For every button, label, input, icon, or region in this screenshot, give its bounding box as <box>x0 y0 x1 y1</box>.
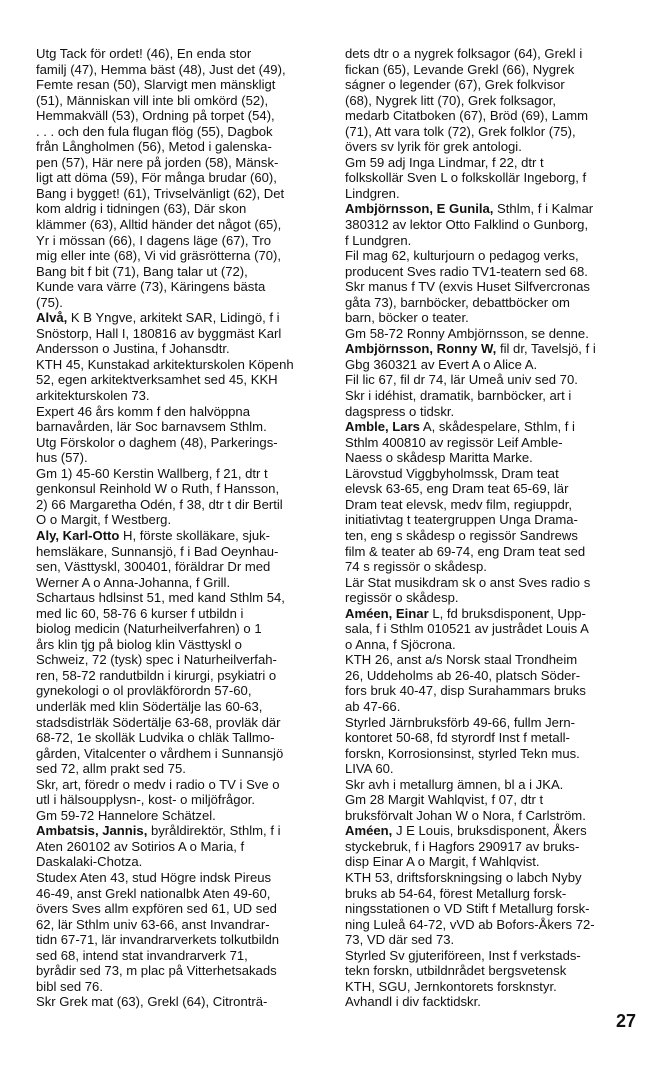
text-line <box>36 248 326 264</box>
entry-text: film & teater ab 69-74, eng Dram teat sed <box>345 543 586 559</box>
text-line <box>36 606 326 622</box>
entry-text: tekn forskn, utbildnrådet bergsvetensk <box>345 963 567 979</box>
entry-text: Schweiz, 72 (tysk) spec i Naturheilverfah- <box>36 652 277 668</box>
entry-text: A, skådespelare, Sthlm, f i <box>419 419 575 435</box>
text-line <box>36 201 326 217</box>
text-line <box>36 217 326 233</box>
entry-text: K B Yngve, arkitekt SAR, Lidingö, f i <box>67 310 280 326</box>
entry-text: 62, lär Sthlm univ 63-66, anst Invandrar- <box>36 916 270 932</box>
entry-text: underläk med klin Södertälje las 60-63, <box>36 698 263 714</box>
text-line <box>36 668 326 684</box>
entry-text: 26, Uddeholms ab 26-40, platsch Söder- <box>345 667 581 683</box>
text-line <box>345 170 637 186</box>
entry-text: arkitekturskolen 73. <box>36 388 150 404</box>
text-line <box>345 450 637 466</box>
page-number: 27 <box>616 1011 637 1031</box>
text-line <box>345 435 637 451</box>
entry-text: hemsläkare, Sunnansjö, f i Bad Oeynhau- <box>36 543 279 559</box>
text-line <box>345 77 637 93</box>
entry-text: Andersson o Justina, f Johansdtr. <box>36 341 230 357</box>
entry-text: Gbg 360321 av Evert A o Alice A. <box>345 356 538 372</box>
text-line <box>36 652 326 668</box>
text-line <box>345 233 637 249</box>
entry-text: (75). <box>36 294 63 310</box>
entry-text: forskn, Korrosionsinst, styrled Tekn mus. <box>345 745 580 761</box>
entry-text: stadsdistrläk Södertälje 63-68, provläk där <box>36 714 281 730</box>
text-line <box>345 854 637 870</box>
text-line <box>345 201 637 217</box>
text-line <box>345 108 637 124</box>
text-line <box>36 637 326 653</box>
entry-text: Femte resan (50), Slarvigt men mänskligt <box>36 77 276 93</box>
text-line <box>345 777 637 793</box>
text-line <box>36 124 326 140</box>
entry-text: initiativtag t teatergruppen Unga Drama- <box>345 512 578 528</box>
text-line <box>345 388 637 404</box>
entry-text: Skr, art, föredr o medv i radio o TV i Sve o <box>36 776 280 792</box>
entry-name: Amble, Lars <box>345 419 420 435</box>
entry-text: Gm 28 Margit Wahlqvist, f 07, dtr t <box>345 792 544 808</box>
entry-text: biolog medicin (Naturheilverfahren) o 1 <box>36 621 262 637</box>
text-line <box>36 388 326 404</box>
text-line <box>345 404 637 420</box>
text-line <box>36 870 326 886</box>
entry-text: (68), Nygrek litt (70), Grek folksagor, <box>345 92 557 108</box>
entry-text: Gm 58-72 Ronny Ambjörnsson, se denne. <box>345 325 589 341</box>
entry-text: bruksförvalt Johan W o Nora, f Carlström. <box>345 807 586 823</box>
entry-name: Améen, <box>345 823 393 839</box>
text-line <box>36 823 326 839</box>
entry-text: fil dr, Tavelsjö, f i <box>496 341 596 357</box>
text-line <box>345 668 637 684</box>
entry-text: gården, Vitalcenter o vårdhem i Sunnansjö <box>36 745 284 761</box>
entry-text: Bang i bygget! (61), Trivselvänligt (62), Det <box>36 185 285 201</box>
entry-text: . . . och den fula flugan flög (55), Dagbok <box>36 123 273 139</box>
text-line <box>36 932 326 948</box>
text-line <box>36 357 326 373</box>
entry-text: tidn 67-71, lär invandrarverkets tolkutbildn <box>36 932 280 948</box>
entry-text: Werner A o Anna-Johanna, f Grill. <box>36 574 231 590</box>
text-line <box>345 528 637 544</box>
entry-name: Alvå, <box>36 310 68 326</box>
entry-text: J E Louis, bruksdisponent, Åkers <box>392 823 587 839</box>
text-line <box>345 559 637 575</box>
entry-name: Ambjörnsson, E Gunila, <box>345 201 494 217</box>
text-line <box>36 730 326 746</box>
text-line <box>36 792 326 808</box>
text-line <box>36 419 326 435</box>
entry-text: med lic 60, 58-76 6 kurser f utbildn i <box>36 605 244 621</box>
text-line <box>345 310 637 326</box>
entry-text: Lär Stat musikdram sk o anst Sves radio s <box>345 574 591 590</box>
text-line <box>36 621 326 637</box>
entry-text: dets dtr o a nygrek folksagor (64), Grekl i <box>345 46 583 61</box>
text-line <box>36 575 326 591</box>
text-line <box>36 170 326 186</box>
text-line <box>345 62 637 78</box>
entry-text: Snöstorp, Hall I, 180816 av byggmäst Karl <box>36 325 282 341</box>
entry-text: 2) 66 Margaretha Odén, f 38, dtr t dir Bertil <box>36 496 283 512</box>
text-line <box>36 994 326 1010</box>
entry-text: ten, eng s skådesp o regissör Sandrews <box>345 527 578 543</box>
text-line <box>36 777 326 793</box>
entry-text: sala, f i Sthlm 010521 av justrådet Louis A <box>345 621 589 637</box>
entry-name: Aly, Karl-Otto <box>36 527 120 543</box>
entry-text: ning Luleå 64-72, vVD ab Bofors-Åkers 72- <box>345 916 595 932</box>
entry-name: Ambjörnsson, Ronny W, <box>345 341 497 357</box>
text-line <box>345 248 637 264</box>
entry-text: Skr i idéhist, dramatik, barnböcker, art i <box>345 388 572 404</box>
right-column <box>345 46 637 1010</box>
entry-text: Skr avh i metallurg ämnen, bl a i JKA. <box>345 776 564 792</box>
text-line <box>36 948 326 964</box>
entry-text: Lindgren. <box>345 185 400 201</box>
entry-text: mig eller inte (68), Vi vid gräsrötterna (70), <box>36 248 282 264</box>
text-line <box>36 917 326 933</box>
text-line <box>345 279 637 295</box>
text-line <box>36 963 326 979</box>
text-line <box>345 372 637 388</box>
entry-text: dagspress o tidskr. <box>345 403 455 419</box>
entry-text: Yr i mössan (66), I dagens läge (67), Tro <box>36 232 272 248</box>
entry-text: producent Sves radio TV1-teatern sed 68. <box>345 263 588 279</box>
entry-text: ren, 58-72 randutbildn i kirurgi, psykiatri o <box>36 667 277 683</box>
text-line <box>36 233 326 249</box>
entry-text: KTH 53, driftsforskningsing o labch Nyby <box>345 869 582 885</box>
entry-text: från Långholmen (56), Metod i galenska- <box>36 139 272 155</box>
text-line <box>36 839 326 855</box>
text-line <box>36 295 326 311</box>
text-line <box>345 746 637 762</box>
text-line <box>36 108 326 124</box>
entry-text: Fil lic 67, fil dr 74, lär Umeå univ sed 70. <box>345 372 578 388</box>
entry-text: hus (57). <box>36 450 88 466</box>
entry-text: Dram teat elevsk, medv film, regiuppdr, <box>345 496 573 512</box>
entry-text: 68-72, 1e skolläk Ludvika o chläk Tallmo- <box>36 730 275 746</box>
entry-text: familj (47), Hemma bäst (48), Just det (49), <box>36 61 286 77</box>
entry-text: Bang bit f bit (71), Bang talar ut (72), <box>36 263 248 279</box>
entry-text: Skr manus f TV (exvis Huset Silfvercronas <box>345 279 590 295</box>
text-line <box>36 186 326 202</box>
text-line <box>36 326 326 342</box>
text-line <box>345 357 637 373</box>
entry-text: Gm 59-72 Hannelore Schätzel. <box>36 807 216 823</box>
entry-text: KTH, SGU, Jernkontorets forsknstyr. <box>345 978 557 994</box>
text-line <box>36 481 326 497</box>
entry-text: kom aldrig i tidningen (63), Där skon <box>36 201 247 217</box>
text-line <box>36 450 326 466</box>
entry-text: Utg Förskolor o daghem (48), Parkerings- <box>36 434 278 450</box>
entry-text: ságner o legender (67), Grek folkvisor <box>345 77 565 93</box>
entry-text: Naess o skådesp Maritta Marke. <box>345 450 533 466</box>
entry-text: L, fd bruksdisponent, Upp- <box>428 605 586 621</box>
text-line <box>36 979 326 995</box>
text-line <box>36 77 326 93</box>
entry-text: KTH 26, anst a/s Norsk staal Trondheim <box>345 652 578 668</box>
text-line <box>36 310 326 326</box>
text-line <box>345 963 637 979</box>
entry-text: övers Sves allm expfören sed 61, UD sed <box>36 901 277 917</box>
text-line <box>36 528 326 544</box>
entry-text: Lärovstud Viggbyholmssk, Dram teat <box>345 465 559 481</box>
entry-text: fickan (65), Levande Grekl (66), Nygrek <box>345 61 575 77</box>
text-line <box>345 419 637 435</box>
entry-text: barnavården, lär Soc barnavsem Sthlm. <box>36 419 267 435</box>
text-line <box>36 139 326 155</box>
text-line <box>36 761 326 777</box>
text-line <box>345 948 637 964</box>
text-line <box>345 761 637 777</box>
text-line <box>345 839 637 855</box>
text-line <box>36 886 326 902</box>
text-line <box>36 683 326 699</box>
entry-text: 380312 av lektor Otto Falklind o Gunborg, <box>345 217 589 233</box>
entry-text: disp Einar A o Margit, f Wahlqvist. <box>345 854 540 870</box>
text-line <box>36 901 326 917</box>
text-line <box>36 93 326 109</box>
text-line <box>345 870 637 886</box>
entry-text: Studex Aten 43, stud Högre indsk Pireus <box>36 869 272 885</box>
text-line <box>345 186 637 202</box>
text-line <box>345 466 637 482</box>
text-line <box>345 621 637 637</box>
text-line <box>345 155 637 171</box>
entry-text: LIVA 60. <box>345 761 394 777</box>
entry-text: KTH 45, Kunstakad arkitekturskolen Köpenh <box>36 356 294 372</box>
entry-text: genkonsul Reinhold W o Ruth, f Hansson, <box>36 481 280 497</box>
entry-text: Hemmakväll (53), Ordning på torpet (54), <box>36 108 275 124</box>
entry-text: kontoret 50-68, fd styrordf Inst f metall- <box>345 730 570 746</box>
text-line <box>36 155 326 171</box>
entry-text: byråldirektör, Sthlm, f i <box>147 823 281 839</box>
text-line <box>345 823 637 839</box>
entry-text: Schartaus hdlsinst 51, med kand Sthlm 54, <box>36 590 285 606</box>
entry-text: 73, VD där sed 73. <box>345 932 455 948</box>
text-line <box>345 637 637 653</box>
entry-text: 52, egen arkitektverksamhet sed 45, KKH <box>36 372 278 388</box>
text-line <box>36 341 326 357</box>
text-line <box>345 994 637 1010</box>
text-line <box>345 606 637 622</box>
text-line <box>36 62 326 78</box>
entry-text: o Anna, f Sjöcrona. <box>345 636 456 652</box>
entry-text: klämmer (63), Alltid händer det något (65), <box>36 217 282 233</box>
entry-text: Gm 59 adj Inga Lindmar, f 22, dtr t <box>345 154 544 170</box>
text-line <box>345 808 637 824</box>
text-line <box>345 901 637 917</box>
text-line <box>345 715 637 731</box>
entry-text: Kunde vara värre (73), Käringens bästa <box>36 279 266 295</box>
entry-text: f Lundgren. <box>345 232 412 248</box>
entry-text: Styrled Sv gjuteriföreen, Inst f verkstads- <box>345 947 581 963</box>
entry-text: gynekologi o ol provläkförordn 57-60, <box>36 683 252 699</box>
text-line <box>345 481 637 497</box>
entry-text: byrådir sed 73, m plac på Vitterhetsakads <box>36 963 277 979</box>
entry-text: fors bruk 40-47, disp Surahammars bruks <box>345 683 586 699</box>
entry-text: ab 47-66. <box>345 698 401 714</box>
text-line <box>36 854 326 870</box>
text-line <box>36 466 326 482</box>
text-line <box>345 575 637 591</box>
text-line <box>36 435 326 451</box>
entry-text: sen, Västtyskl, 300401, föräldrar Dr med <box>36 559 271 575</box>
text-line <box>36 512 326 528</box>
text-line <box>36 715 326 731</box>
entry-text: sed 72, allm prakt sed 75. <box>36 761 186 777</box>
entry-text: folkskollär Sven L o folkskollär Ingeborg, f <box>345 170 587 186</box>
text-line <box>345 46 637 62</box>
entry-text: barn, böcker o teater. <box>345 310 469 326</box>
entry-text: Styrled Järnbruksförb 49-66, fullm Jern- <box>345 714 575 730</box>
text-line <box>345 544 637 560</box>
entry-text: Gm 1) 45-60 Kerstin Wallberg, f 21, dtr t <box>36 465 268 481</box>
entry-text: bruks ab 54-64, förest Metallurg forsk- <box>345 885 567 901</box>
text-line <box>345 217 637 233</box>
entry-text: års klin tjg på biolog klin Västtyskl o <box>36 636 242 652</box>
entry-text: ligt att döma (59), För många brudar (60), <box>36 170 277 186</box>
text-line <box>345 93 637 109</box>
text-line <box>345 730 637 746</box>
entry-text: gåta 73), barnböcker, debattböcker om <box>345 294 570 310</box>
entry-text: pen (57), Här nere på jorden (58), Mänsk- <box>36 154 279 170</box>
text-line <box>345 326 637 342</box>
entry-text: Daskalaki-Chotza. <box>36 854 143 870</box>
text-line <box>36 46 326 62</box>
text-line <box>345 512 637 528</box>
text-line <box>36 746 326 762</box>
text-line <box>345 139 637 155</box>
text-line <box>345 886 637 902</box>
entry-text: elevsk 63-65, eng Dram teat 65-69, lär <box>345 481 569 497</box>
entry-text: 46-49, anst Grekl nationalbk Aten 49-60, <box>36 885 271 901</box>
text-line <box>36 279 326 295</box>
entry-text: Avhandl i div facktidskr. <box>345 994 481 1010</box>
entry-text: Expert 46 års komm f den halvöppna <box>36 403 250 419</box>
entry-text: utl i hälsoupplysn-, kost- o miljöfrågor. <box>36 792 256 808</box>
text-line <box>36 264 326 280</box>
entry-text: övers sv lyrik för grek antologi. <box>345 139 522 155</box>
entry-name: Ambatsis, Jannis, <box>36 823 148 839</box>
entry-text: H, förste skolläkare, sjuk- <box>119 527 271 543</box>
text-line <box>345 932 637 948</box>
text-line <box>345 699 637 715</box>
entry-text: bibl sed 76. <box>36 978 103 994</box>
entry-text: ningsstationen o VD Stift f Metallurg forsk- <box>345 901 590 917</box>
text-line <box>345 652 637 668</box>
entry-text: Aten 260102 av Sotirios A o Maria, f <box>36 838 245 854</box>
text-line <box>345 979 637 995</box>
entry-text: Utg Tack för ordet! (46), En enda stor <box>36 46 252 61</box>
text-line <box>345 683 637 699</box>
entry-text: medarb Citatboken (67), Bröd (69), Lamm <box>345 108 589 124</box>
text-line <box>345 295 637 311</box>
text-line <box>345 497 637 513</box>
text-line <box>345 590 637 606</box>
entry-text: regissör o skådesp. <box>345 590 459 606</box>
entry-text: Sthlm, f i Kalmar <box>493 201 594 217</box>
text-line <box>345 917 637 933</box>
entry-text: (51), Människan vill inte bli omkörd (52), <box>36 92 269 108</box>
text-line <box>36 404 326 420</box>
text-line <box>36 372 326 388</box>
text-line <box>345 264 637 280</box>
left-column <box>36 46 326 1010</box>
text-line <box>36 590 326 606</box>
text-line <box>36 699 326 715</box>
entry-name: Améen, Einar <box>345 605 429 621</box>
text-line <box>36 808 326 824</box>
text-line <box>345 124 637 140</box>
entry-text: Skr Grek mat (63), Grekl (64), Citronträ- <box>36 994 268 1010</box>
entry-text: styckebruk, f i Hagfors 290917 av bruks- <box>345 838 580 854</box>
entry-text: O o Margit, f Westberg. <box>36 512 172 528</box>
entry-text: (71), Att vara tolk (72), Grek folklor (75), <box>345 123 576 139</box>
text-line <box>36 544 326 560</box>
text-line <box>345 341 637 357</box>
entry-text: 74 s regissör o skådesp. <box>345 559 487 575</box>
text-line <box>36 497 326 513</box>
entry-text: Fil mag 62, kulturjourn o pedagog verks, <box>345 248 579 264</box>
entry-text: sed 68, intend stat invandrarverk 71, <box>36 947 248 963</box>
text-line <box>345 792 637 808</box>
text-line <box>36 559 326 575</box>
entry-text: Sthlm 400810 av regissör Leif Amble- <box>345 434 563 450</box>
